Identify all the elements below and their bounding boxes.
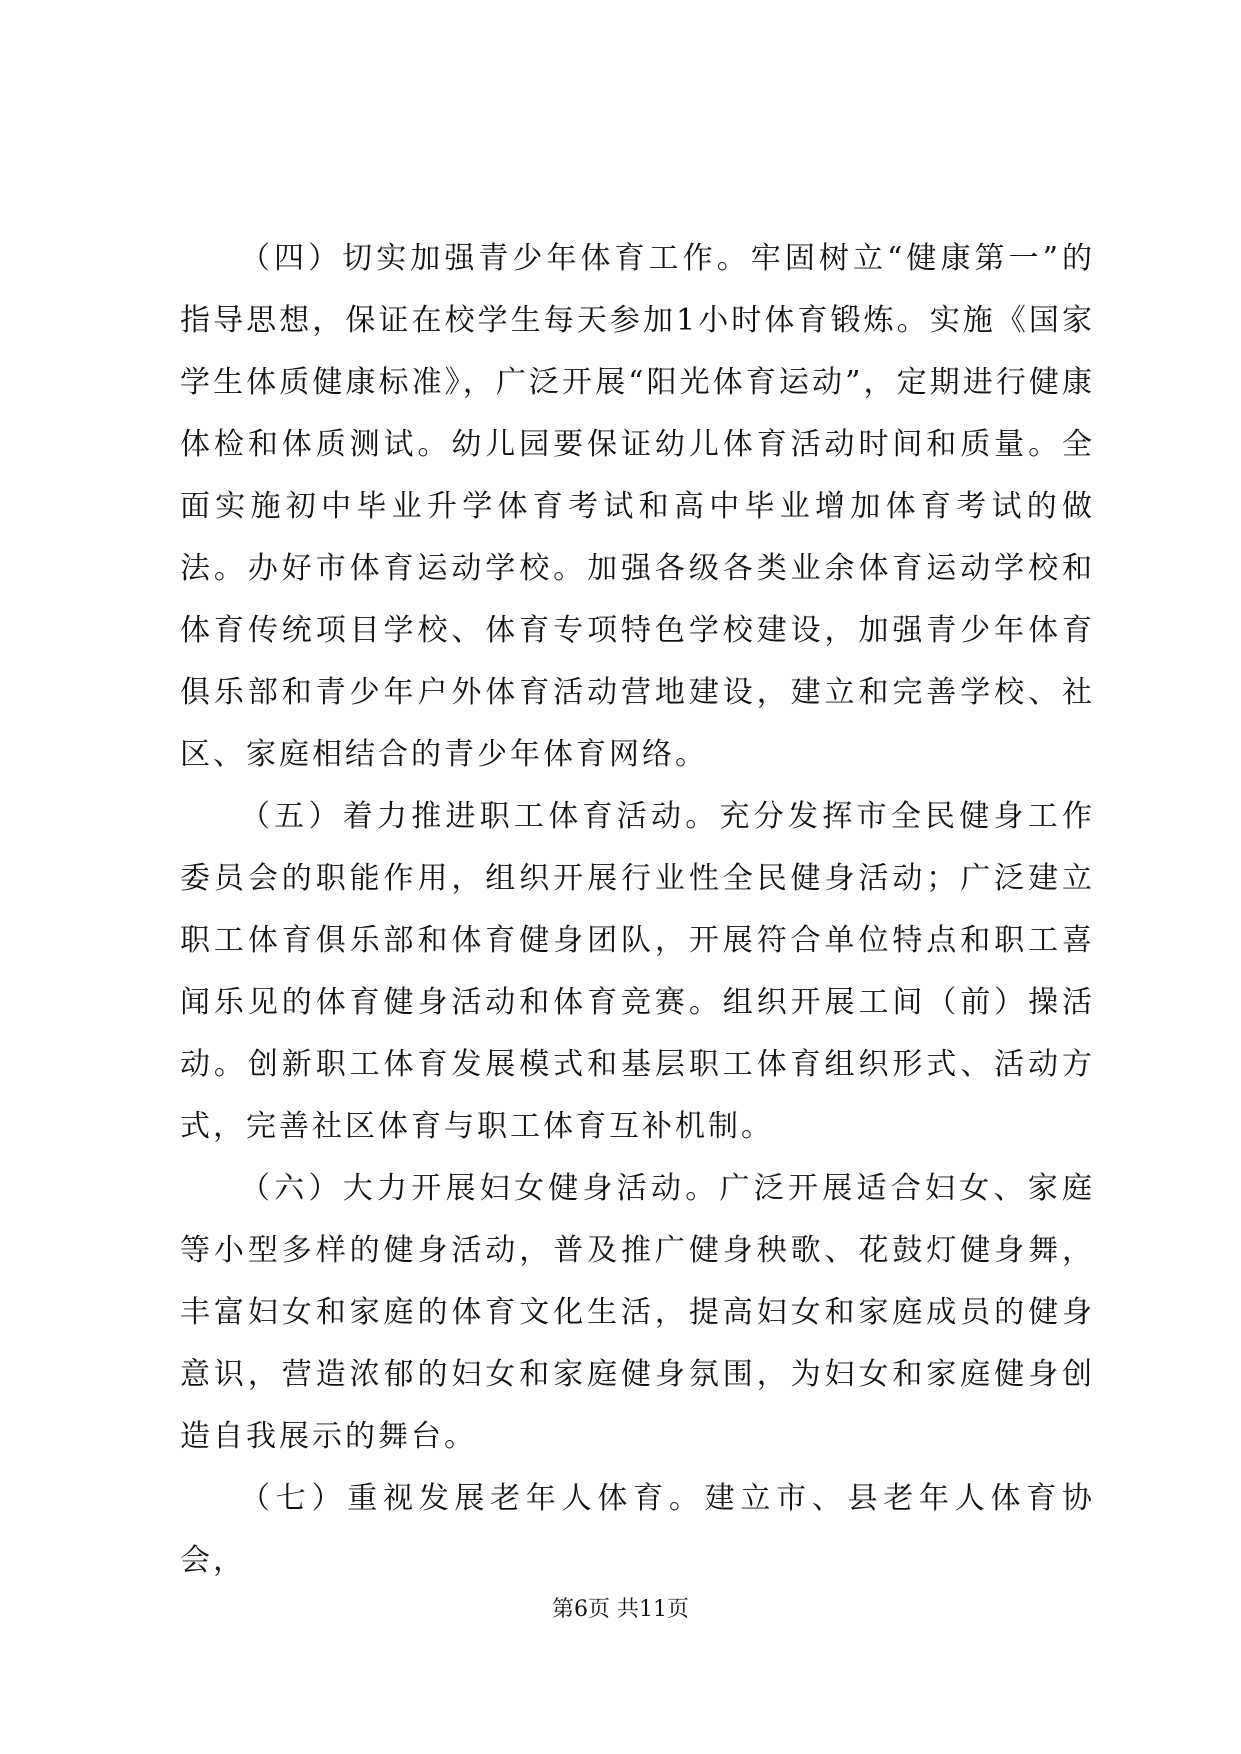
paragraph-worker-sports: （五）着力推进职工体育活动。充分发挥市全民健身工作委员会的职能作用，组织开展行业性全民健身活动；广泛建立职工体育俱乐部和体育健身团队，开展符合单位特点和职工喜闻乐见的体育健身活动和体育竞赛。组织开展工间（前）操活动。创新职工体育发展模式和基层职工体育组织形式、活动方式，完善社区体育与职工体育互补机制。 [180,799,1095,1144]
paragraph-women-fitness: （六）大力开展妇女健身活动。广泛开展适合妇女、家庭等小型多样的健身活动，普及推广健身秧歌、花鼓灯健身舞，丰富妇女和家庭的体育文化生活，提高妇女和家庭成员的健身意识，营造浓郁的妇女和家庭健身氛围，为妇女和家庭健身创造自我展示的舞台。 [180,1171,1095,1454]
paragraph-elderly-sports: （七）重视发展老年人体育。建立市、县老年人体育协会， [180,1481,1095,1578]
page-number-footer: 第6页 共11页 [552,1597,689,1622]
paragraph-youth-sports: （四）切实加强青少年体育工作。牢固树立“健康第一”的指导思想，保证在校学生每天参加1小时体育锻炼。实施《国家学生体质健康标准》，广泛开展“阳光体育运动”，定期进行健康体检和体质测试。幼儿园要保证幼儿体育活动时间和质量。全面实施初中毕业升学体育考试和高中毕业增加体育考试的做法。办好市体育运动学校。加强各级各类业余体育运动学校和体育传统项目学校、体育专项特色学校建设，加强青少年体育俱乐部和青少年户外体育活动营地建设，建立和完善学校、社区、家庭相结合的青少年体育网络。 [180,241,1095,772]
document-body [180,228,1095,1592]
